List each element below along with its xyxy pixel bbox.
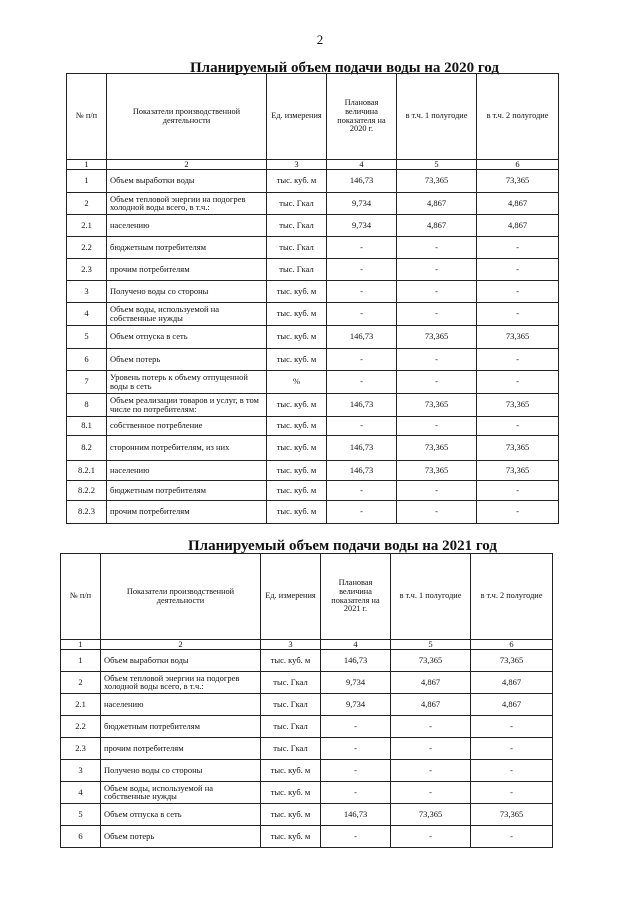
half-1-value: 73,365	[397, 325, 477, 348]
unit: тыс. куб. м	[267, 393, 327, 416]
row-number: 2.1	[67, 214, 107, 236]
table-row	[67, 302, 559, 325]
half-1-value: -	[397, 416, 477, 435]
half-1-value: 73,365	[397, 435, 477, 460]
half-1-value: -	[391, 737, 471, 759]
half-1-value: 73,365	[397, 169, 477, 192]
unit: тыс. куб. м	[267, 302, 327, 325]
half-2-value: -	[477, 348, 559, 370]
half-2-value: 73,365	[471, 803, 553, 825]
indicator-name: Объем отпуска в сеть	[101, 803, 261, 825]
page-number: 2	[316, 32, 324, 47]
table-row	[67, 280, 559, 302]
row-number: 8	[67, 393, 107, 416]
half-1-value: -	[391, 715, 471, 737]
header-half-1: в т.ч. 1 полугодие	[397, 74, 477, 160]
unit: %	[267, 370, 327, 393]
row-number: 4	[61, 781, 101, 803]
table-row	[67, 325, 559, 348]
indicator-name: населению	[101, 693, 261, 715]
planned-value: 9,734	[327, 192, 397, 214]
unit: тыс. куб. м	[267, 460, 327, 480]
half-2-value: -	[471, 781, 553, 803]
table-title-2021: Планируемый объем подачи воды на 2021 год	[188, 538, 497, 554]
table-row	[61, 649, 553, 671]
unit: тыс. куб. м	[267, 280, 327, 302]
table-row	[61, 803, 553, 825]
unit: тыс. куб. м	[261, 649, 321, 671]
row-number: 3	[67, 280, 107, 302]
half-2-value: -	[477, 258, 559, 280]
indicator-name: сторонним потребителям, из них	[107, 435, 267, 460]
planned-value: 146,73	[321, 649, 391, 671]
half-1-value: -	[397, 258, 477, 280]
half-1-value: 4,867	[391, 671, 471, 693]
half-1-value: -	[391, 781, 471, 803]
table-row	[61, 781, 553, 803]
header-number: № п/п	[61, 554, 101, 640]
column-index-cell: 4	[321, 640, 391, 650]
half-2-value: 4,867	[477, 192, 559, 214]
half-1-value: -	[391, 759, 471, 781]
half-2-value: 73,365	[477, 435, 559, 460]
planned-value: 146,73	[327, 435, 397, 460]
table-row	[67, 370, 559, 393]
unit: тыс. куб. м	[267, 325, 327, 348]
indicator-name: населению	[107, 214, 267, 236]
row-number: 1	[61, 649, 101, 671]
table-row	[67, 435, 559, 460]
table-row	[67, 480, 559, 500]
row-number: 2.2	[67, 236, 107, 258]
row-number: 5	[67, 325, 107, 348]
planned-value: 146,73	[327, 169, 397, 192]
half-1-value: -	[397, 348, 477, 370]
indicator-name: Объем потерь	[107, 348, 267, 370]
header-half-1: в т.ч. 1 полугодие	[391, 554, 471, 640]
planned-value: -	[327, 348, 397, 370]
header-row	[61, 554, 553, 640]
half-2-value: -	[477, 370, 559, 393]
plan-table-2020	[66, 73, 559, 524]
unit: тыс. Гкал	[261, 737, 321, 759]
header-row	[67, 74, 559, 160]
table-title-2020: Планируемый объем подачи воды на 2020 год	[190, 60, 499, 76]
half-1-value: 73,365	[397, 460, 477, 480]
row-number: 8.1	[67, 416, 107, 435]
table-row	[67, 258, 559, 280]
header-planned: Плановая величина показателя на 2021 г.	[321, 554, 391, 640]
half-2-value: -	[471, 737, 553, 759]
indicator-name: бюджетным потребителям	[107, 480, 267, 500]
table-row	[67, 348, 559, 370]
planned-value: 146,73	[327, 393, 397, 416]
half-2-value: -	[477, 416, 559, 435]
unit: тыс. куб. м	[261, 803, 321, 825]
column-index-cell: 5	[397, 160, 477, 170]
table-row	[61, 693, 553, 715]
half-2-value: -	[477, 500, 559, 523]
half-2-value: 4,867	[477, 214, 559, 236]
table-row	[67, 214, 559, 236]
table-row	[67, 192, 559, 214]
half-2-value: -	[477, 280, 559, 302]
column-index-row	[67, 160, 559, 170]
header-half-2: в т.ч. 2 полугодие	[477, 74, 559, 160]
planned-value: -	[327, 500, 397, 523]
half-1-value: 4,867	[397, 192, 477, 214]
table-row	[61, 759, 553, 781]
indicator-name: Объем выработки воды	[101, 649, 261, 671]
half-1-value: -	[391, 825, 471, 847]
row-number: 5	[61, 803, 101, 825]
half-1-value: 4,867	[391, 693, 471, 715]
half-2-value: 73,365	[477, 325, 559, 348]
planned-value: -	[327, 236, 397, 258]
table-row	[61, 715, 553, 737]
planned-value: -	[327, 480, 397, 500]
row-number: 2	[61, 671, 101, 693]
row-number: 2.2	[61, 715, 101, 737]
indicator-name: Объем тепловой энергии на подогрев холодной воды всего, в т.ч.:	[107, 192, 267, 214]
header-unit: Ед. измерения	[261, 554, 321, 640]
unit: тыс. куб. м	[261, 759, 321, 781]
table-row	[67, 460, 559, 480]
indicator-name: Уровень потерь к объему отпущенной воды в сеть	[107, 370, 267, 393]
unit: тыс. Гкал	[267, 214, 327, 236]
row-number: 2.3	[67, 258, 107, 280]
row-number: 1	[67, 169, 107, 192]
half-1-value: -	[397, 370, 477, 393]
indicator-name: прочим потребителям	[107, 258, 267, 280]
column-index-cell: 4	[327, 160, 397, 170]
row-number: 4	[67, 302, 107, 325]
planned-value: -	[327, 370, 397, 393]
planned-value: -	[321, 715, 391, 737]
table-row	[67, 416, 559, 435]
header-number: № п/п	[67, 74, 107, 160]
column-index-cell: 3	[261, 640, 321, 650]
half-1-value: 73,365	[397, 393, 477, 416]
half-2-value: 73,365	[471, 649, 553, 671]
half-2-value: -	[471, 715, 553, 737]
half-1-value: -	[397, 302, 477, 325]
indicator-name: бюджетным потребителям	[101, 715, 261, 737]
row-number: 6	[61, 825, 101, 847]
column-index-cell: 6	[477, 160, 559, 170]
row-number: 7	[67, 370, 107, 393]
indicator-name: собственное потребление	[107, 416, 267, 435]
planned-value: -	[327, 302, 397, 325]
half-2-value: -	[477, 480, 559, 500]
planned-value: -	[321, 781, 391, 803]
column-index-cell: 5	[391, 640, 471, 650]
column-index-cell: 3	[267, 160, 327, 170]
header-half-2: в т.ч. 2 полугодие	[471, 554, 553, 640]
half-2-value: 73,365	[477, 393, 559, 416]
table-row	[61, 825, 553, 847]
half-2-value: 73,365	[477, 460, 559, 480]
unit: тыс. куб. м	[267, 169, 327, 192]
table-row	[67, 236, 559, 258]
indicator-name: Объем тепловой энергии на подогрев холодной воды всего, в т.ч.:	[101, 671, 261, 693]
planned-value: 9,734	[321, 693, 391, 715]
half-2-value: -	[471, 759, 553, 781]
unit: тыс. куб. м	[267, 416, 327, 435]
half-1-value: -	[397, 236, 477, 258]
unit: тыс. куб. м	[267, 500, 327, 523]
indicator-name: Получено воды со стороны	[107, 280, 267, 302]
unit: тыс. куб. м	[267, 348, 327, 370]
unit: тыс. Гкал	[261, 693, 321, 715]
table-row	[61, 737, 553, 759]
row-number: 8.2.3	[67, 500, 107, 523]
row-number: 8.2	[67, 435, 107, 460]
half-1-value: -	[397, 280, 477, 302]
half-1-value: 73,365	[391, 803, 471, 825]
unit: тыс. Гкал	[261, 715, 321, 737]
half-2-value: -	[477, 302, 559, 325]
half-2-value: -	[471, 825, 553, 847]
row-number: 8.2.1	[67, 460, 107, 480]
unit: тыс. Гкал	[267, 258, 327, 280]
indicator-name: прочим потребителям	[101, 737, 261, 759]
planned-value: 9,734	[327, 214, 397, 236]
planned-value: -	[327, 280, 397, 302]
header-indicator: Показатели производственной деятельности	[101, 554, 261, 640]
planned-value: 146,73	[327, 460, 397, 480]
indicator-name: Получено воды со стороны	[101, 759, 261, 781]
planned-value: -	[321, 825, 391, 847]
planned-value: -	[321, 759, 391, 781]
planned-value: -	[327, 416, 397, 435]
row-number: 2	[67, 192, 107, 214]
indicator-name: Объем отпуска в сеть	[107, 325, 267, 348]
row-number: 2.3	[61, 737, 101, 759]
indicator-name: Объем выработки воды	[107, 169, 267, 192]
row-number: 6	[67, 348, 107, 370]
indicator-name: бюджетным потребителям	[107, 236, 267, 258]
column-index-cell: 1	[61, 640, 101, 650]
header-unit: Ед. измерения	[267, 74, 327, 160]
half-2-value: 4,867	[471, 693, 553, 715]
row-number: 8.2.2	[67, 480, 107, 500]
column-index-cell: 2	[107, 160, 267, 170]
half-1-value: 73,365	[391, 649, 471, 671]
half-1-value: -	[397, 500, 477, 523]
unit: тыс. куб. м	[261, 781, 321, 803]
half-2-value: -	[477, 236, 559, 258]
half-2-value: 73,365	[477, 169, 559, 192]
unit: тыс. Гкал	[261, 671, 321, 693]
column-index-cell: 1	[67, 160, 107, 170]
table-row	[61, 671, 553, 693]
table-row	[67, 393, 559, 416]
unit: тыс. Гкал	[267, 236, 327, 258]
half-1-value: -	[397, 480, 477, 500]
row-number: 3	[61, 759, 101, 781]
planned-value: 146,73	[321, 803, 391, 825]
planned-value: -	[327, 258, 397, 280]
unit: тыс. куб. м	[267, 435, 327, 460]
planned-value: 9,734	[321, 671, 391, 693]
planned-value: -	[321, 737, 391, 759]
indicator-name: населению	[107, 460, 267, 480]
half-1-value: 4,867	[397, 214, 477, 236]
indicator-name: Объем воды, используемой на собственные нужды	[107, 302, 267, 325]
table-row	[67, 500, 559, 523]
plan-table-2021	[60, 553, 553, 848]
indicator-name: прочим потребителям	[107, 500, 267, 523]
header-planned: Плановая величина показателя на 2020 г.	[327, 74, 397, 160]
column-index-cell: 6	[471, 640, 553, 650]
indicator-name: Объем реализации товаров и услуг, в том числе по потребителям:	[107, 393, 267, 416]
half-2-value: 4,867	[471, 671, 553, 693]
unit: тыс. куб. м	[261, 825, 321, 847]
table-row	[67, 169, 559, 192]
column-index-cell: 2	[101, 640, 261, 650]
row-number: 2.1	[61, 693, 101, 715]
indicator-name: Объем потерь	[101, 825, 261, 847]
unit: тыс. куб. м	[267, 480, 327, 500]
planned-value: 146,73	[327, 325, 397, 348]
indicator-name: Объем воды, используемой на собственные нужды	[101, 781, 261, 803]
header-indicator: Показатели производственной деятельности	[107, 74, 267, 160]
column-index-row	[61, 640, 553, 650]
unit: тыс. Гкал	[267, 192, 327, 214]
